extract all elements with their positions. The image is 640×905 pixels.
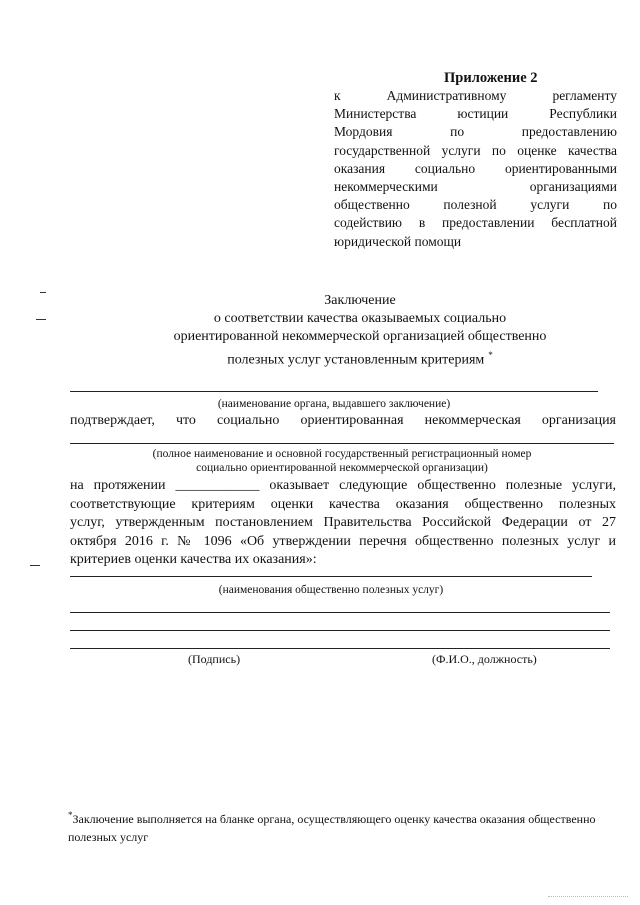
blank-line-services-3	[70, 630, 610, 631]
footnote-text: Заключение выполняется на бланке органа, осуществляющего оценку качества оказания общественно полезных услуг	[68, 812, 596, 844]
paragraph-line: октября 2016 г. № 1096 «Об утверждении перечня общественно полезных услуг и	[70, 533, 616, 549]
document-subtitle: ориентированной некоммерческой организацией общественно	[173, 329, 547, 344]
footnote-star: *	[68, 810, 73, 820]
appendix-title: Приложение 2	[444, 70, 538, 86]
appendix-line: содействию в предоставлении бесплатной	[334, 215, 617, 231]
footnote-marker: *	[488, 350, 493, 360]
appendix-line: Мордовия по предоставлению	[334, 124, 617, 140]
caption-nko-1: (полное наименование и основной государственный регистрационный номер	[152, 448, 532, 460]
blank-line-signature	[70, 648, 610, 649]
signature-label: (Подпись)	[188, 652, 241, 666]
caption-organ: (наименование органа, выдавшего заключение)	[217, 398, 451, 410]
appendix-line: некоммерческими организациями	[334, 179, 617, 195]
appendix-line: к Административному регламенту	[334, 88, 617, 103]
appendix-line: Министерства юстиции Республики	[334, 106, 617, 122]
caption-nko-2: социально ориентированной некоммерческой организации)	[196, 462, 488, 474]
services-paragraph	[70, 477, 616, 570]
appendix-text	[334, 87, 617, 251]
document-subtitle-text: полезных услуг установленным критериям	[227, 352, 485, 368]
paragraph-line: критериев оценки качества их оказания»:	[70, 552, 317, 567]
margin-mark	[40, 292, 46, 293]
paragraph-line: на протяжении ____________ оказывает следующие общественно полезные услуги,	[70, 478, 616, 493]
document-subtitle-last	[60, 347, 640, 369]
blank-line-nko	[70, 443, 614, 444]
blank-line-services-2	[70, 612, 610, 613]
margin-mark	[36, 319, 46, 320]
confirm-text: подтверждает, что социально ориентированная некоммерческая организация	[70, 413, 616, 428]
footnote	[68, 806, 618, 846]
document-title: Заключение	[324, 293, 396, 308]
blank-line-organ	[70, 391, 598, 392]
scan-artifact	[548, 896, 628, 897]
appendix-line: общественно полезной услуги по	[334, 197, 617, 213]
document-subtitle: о соответствии качества оказываемых социально	[213, 311, 507, 326]
paragraph-line: услуг, утвержденным постановлением Правительства Российской Федерации от 27	[70, 515, 616, 530]
appendix-line: оказания социально ориентированными	[334, 160, 617, 176]
margin-mark	[30, 565, 40, 566]
name-position-label: (Ф.И.О., должность)	[432, 652, 537, 666]
blank-line-services	[70, 576, 592, 577]
appendix-line: государственной услуги по оценке качества	[334, 142, 617, 158]
paragraph-line: соответствующие критериям оценки качества оказания общественно полезных	[70, 496, 616, 512]
caption-services: (наименования общественно полезных услуг)	[218, 584, 444, 596]
appendix-line: юридической помощи	[334, 233, 462, 249]
